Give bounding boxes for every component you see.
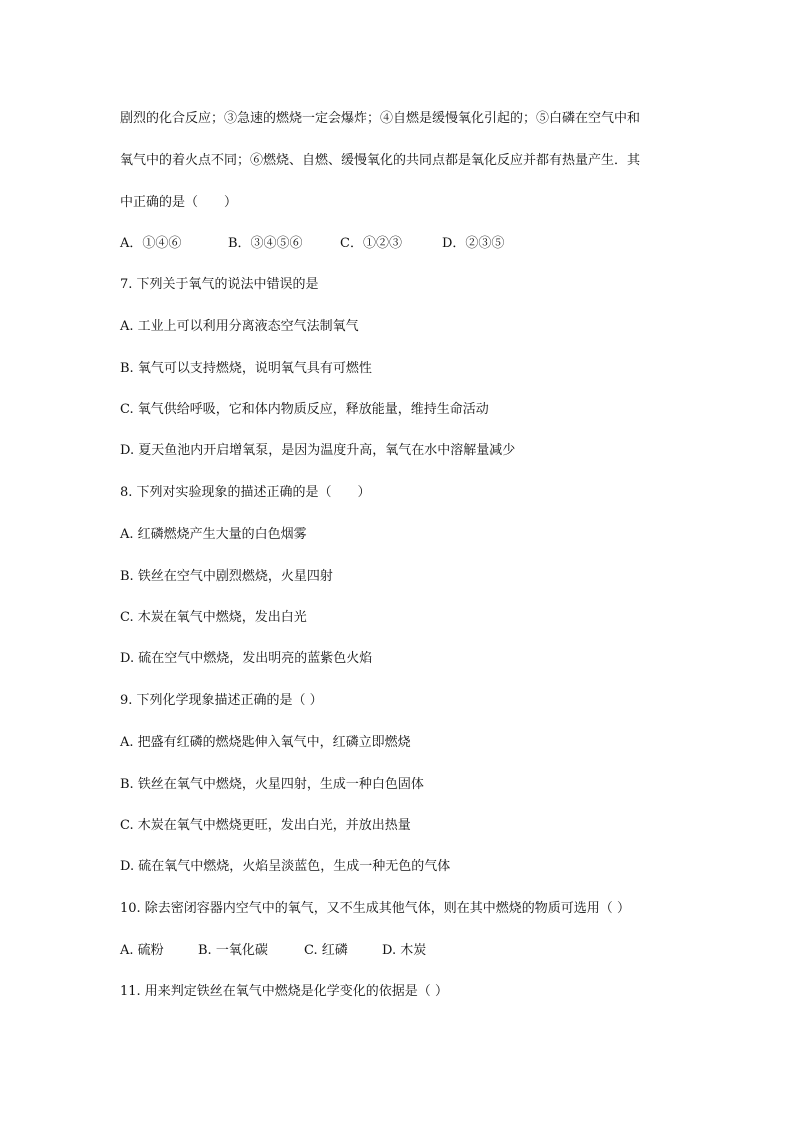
question-9-option-d: D. 硫在氧气中燃烧，火焰呈淡蓝色，生成一种无色的气体	[120, 859, 451, 874]
question-7-option-d: D. 夏天鱼池内开启增氧泵，是因为温度升高，氧气在水中溶解量减少	[120, 443, 516, 458]
question-9-option-c: C. 木炭在氧气中燃烧更旺，发出白光，并放出热量	[120, 818, 411, 833]
question-9-stem: 9. 下列化学现象描述正确的是（ ）	[120, 693, 323, 708]
intro-option-a: A．①④⑥	[120, 236, 182, 251]
question-8-option-d: D. 硫在空气中燃烧，发出明亮的蓝紫色火焰	[120, 651, 373, 666]
question-10-option-c: C. 红磷	[304, 943, 348, 958]
intro-line-2: 氧气中的着火点不同；⑥燃烧、自燃、缓慢氧化的共同点都是氧化反应并都有热量产生．其	[120, 153, 641, 168]
question-7-option-a: A. 工业上可以利用分离液态空气法制氧气	[120, 319, 359, 334]
intro-option-c: C．①②③	[340, 236, 402, 251]
question-10-options	[120, 942, 724, 960]
question-10-stem: 10. 除去密闭容器内空气中的氧气，又不生成其他气体，则在其中燃烧的物质可选用（ ）	[120, 901, 630, 916]
question-8-stem: 8. 下列对实验现象的描述正确的是（ ）	[120, 485, 371, 500]
intro-line-3: 中正确的是（ ）	[120, 195, 238, 210]
intro-option-d: D．②③⑤	[442, 236, 505, 251]
intro-option-b: B．③④⑤⑥	[228, 236, 303, 251]
question-10-option-a: A. 硫粉	[120, 943, 164, 958]
question-10-option-b: B. 一氧化碳	[198, 943, 268, 958]
intro-line-1: 剧烈的化合反应；③急速的燃烧一定会爆炸；④自燃是缓慢氧化引起的；⑤白磷在空气中和	[120, 111, 641, 126]
question-8-option-a: A. 红磷燃烧产生大量的白色烟雾	[120, 527, 307, 542]
question-7-option-b: B. 氧气可以支持燃烧，说明氧气具有可燃性	[120, 361, 372, 376]
question-8-option-b: B. 铁丝在空气中剧烈燃烧，火星四射	[120, 569, 333, 584]
question-10-option-d: D. 木炭	[382, 943, 427, 958]
question-8-option-c: C. 木炭在氧气中燃烧，发出白光	[120, 610, 307, 625]
question-7-option-c: C. 氧气供给呼吸，它和体内物质反应，释放能量，维持生命活动	[120, 402, 489, 417]
question-9-option-a: A. 把盛有红磷的燃烧匙伸入氧气中，红磷立即燃烧	[120, 735, 411, 750]
question-9-option-b: B. 铁丝在氧气中燃烧，火星四射，生成一种白色固体	[120, 777, 424, 792]
intro-options	[120, 235, 724, 253]
question-11-stem: 11. 用来判定铁丝在氧气中燃烧是化学变化的依据是（ ）	[120, 984, 448, 999]
question-7-stem: 7. 下列关于氧气的说法中错误的是	[120, 277, 319, 292]
